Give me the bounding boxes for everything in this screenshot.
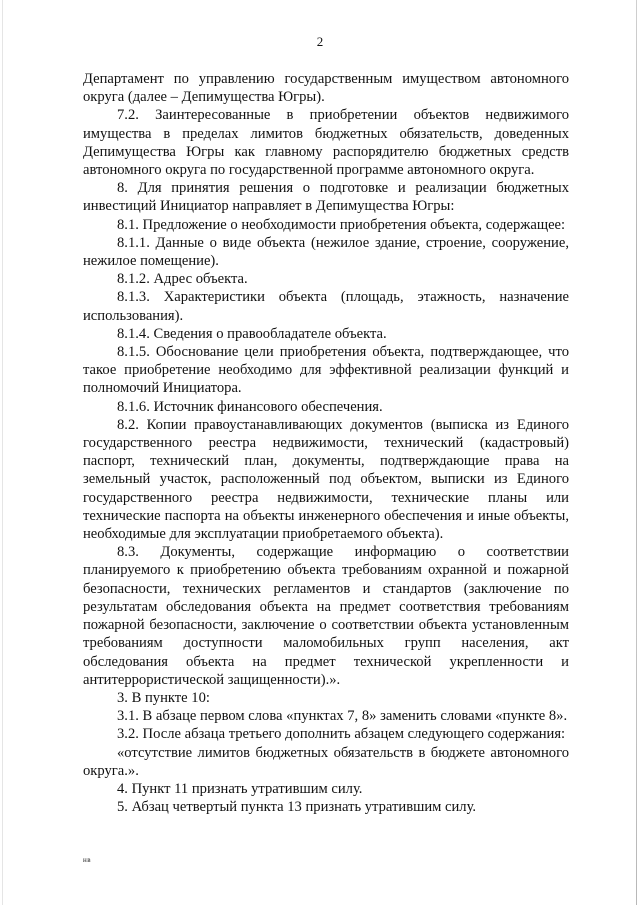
paragraph-7: 8.1.4. Сведения о правообладателе объекта.: [117, 325, 387, 342]
paragraph-13: 3.1. В абзаце первом слова «пунктах 7, 8» заменить словами «пункте 8».: [117, 708, 568, 725]
paragraph-16: 4. Пункт 11 признать утратившим силу.: [117, 780, 363, 797]
document-body: [83, 70, 569, 816]
scan-edge-left: [2, 0, 3, 905]
paragraph-9: 8.1.6. Источник финансового обеспечения.: [117, 398, 383, 415]
paragraph-10: 8.2. Копии правоустанавливающих документов (выписка из Единого государственного реестра недвижимости, технический (кадастровый) паспорт, технический план, документы, подтверждающие права на земельный участок, расположенный под объектом, выписки из Единого государственного реестра недвижимости, технические планы или технические паспорта на объекты инженерного обеспечения и иные объекты, необходимые для эксплуатации приобретаемого объекта).: [83, 416, 569, 543]
paragraph-3: 8.1. Предложение о необходимости приобретения объекта, содержащее:: [117, 216, 566, 233]
paragraph-1: 7.2. Заинтересованные в приобретении объектов недвижимого имущества в пределах лимитов бюджетных обязательств, доведенных Депимущества Югры как главному распорядителю бюджетных средств автономного округа по государственной программе автономного округа.: [83, 107, 569, 179]
paragraph-6: 8.1.3. Характеристики объекта (площадь, этажность, назначение использования).: [83, 289, 569, 324]
paragraph-0: Департамент по управлению государственным имуществом автономного округа (далее – Депимущества Югры).: [83, 71, 569, 106]
paragraph-11: 8.3. Документы, содержащие информацию о соответствии планируемого к приобретению объекта требованиям охранной и пожарной безопасности, технических регламентов и стандартов (заключение по результатам обследования объекта на предмет соответствия требованиям пожарной безопасности, заключение о соответствии объекта установленным требованиям доступности маломобильных групп населения, акт обследования объекта на предмет технической укрепленности и антитеррористической защищенности).».: [83, 544, 569, 688]
paragraph-17: 5. Абзац четвертый пункта 13 признать утратившим силу.: [117, 799, 477, 816]
paragraph-14: 3.2. После абзаца третьего дополнить абзацем следующего содержания:: [117, 726, 566, 743]
paragraph-8: 8.1.5. Обоснование цели приобретения объекта, подтверждающее, что такое приобретение необходимо для эффективной реализации функций и полномочий Инициатора.: [83, 344, 569, 397]
paragraph-2: 8. Для принятия решения о подготовке и реализации бюджетных инвестиций Инициатор направляет в Депимущества Югры:: [83, 180, 569, 215]
paragraph-15: «отсутствие лимитов бюджетных обязательств в бюджете автономного округа.».: [83, 744, 569, 779]
paragraph-4: 8.1.1. Данные о виде объекта (нежилое здание, строение, сооружение, нежилое помещение).: [83, 234, 569, 270]
page-number: 2: [316, 34, 324, 49]
scan-edge-right: [636, 0, 637, 905]
paragraph-12: 3. В пункте 10:: [117, 689, 210, 706]
footer-mark: нв: [83, 856, 92, 864]
paragraph-5: 8.1.2. Адрес объекта.: [117, 271, 248, 288]
